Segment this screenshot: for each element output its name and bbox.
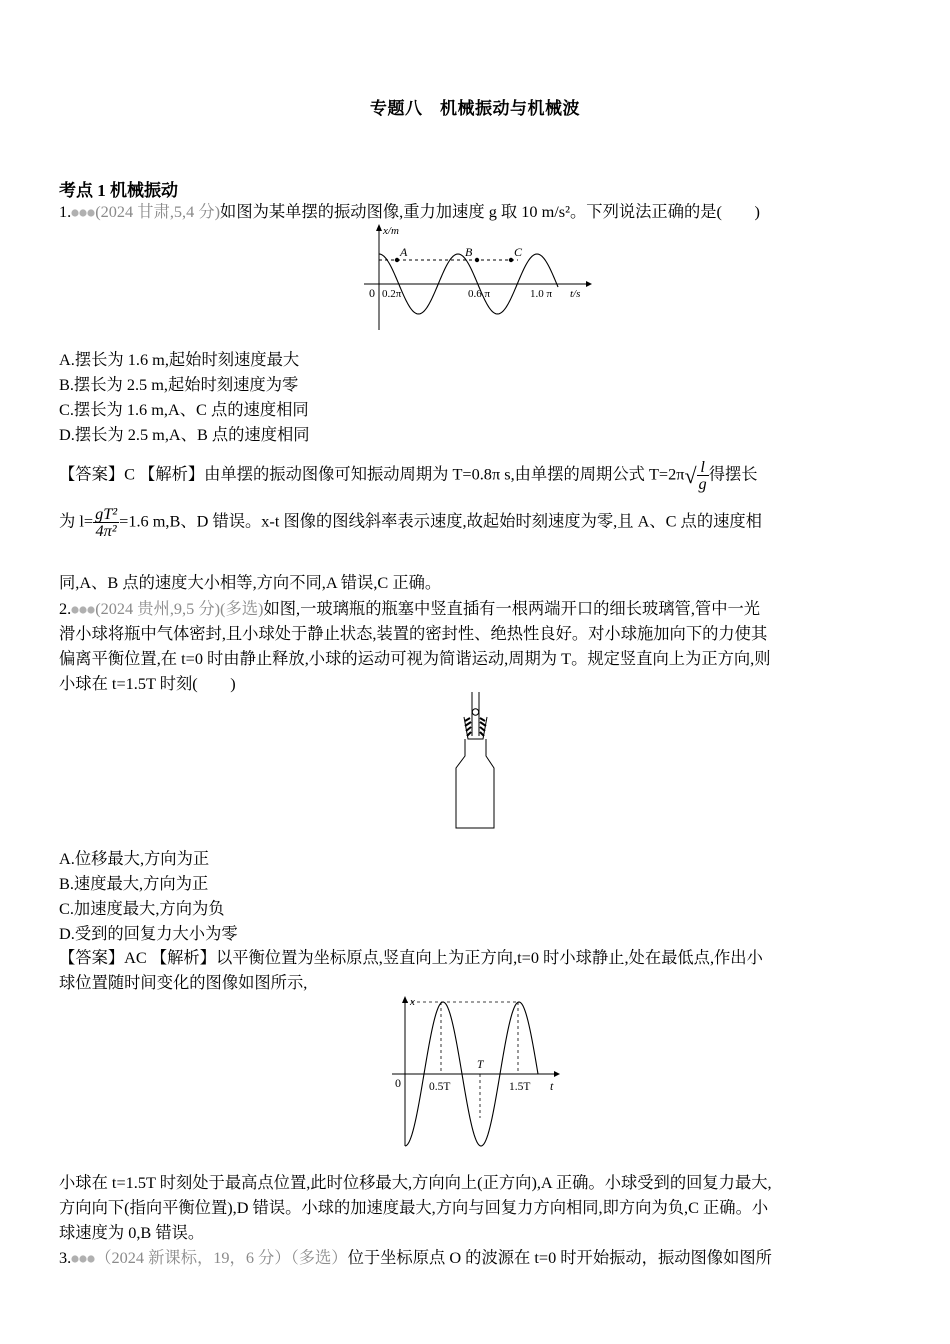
difficulty-stars-icon bbox=[71, 208, 95, 218]
q1-option-b: B.摆长为 2.5 m,起始时刻速度为零 bbox=[59, 375, 299, 394]
q1-x-label: t/s bbox=[570, 288, 581, 300]
q2-option-c: C.加速度最大,方向为负 bbox=[59, 899, 225, 918]
q2-bottle-diagram bbox=[448, 690, 504, 832]
page-title: 专题八 机械振动与机械波 bbox=[370, 99, 580, 118]
q1-stem: 如图为某单摆的振动图像,重力加速度 g 取 10 m/s²。下列说法正确的是( ) bbox=[220, 202, 760, 221]
q2-answer-line-3: 小球在 t=1.5T 时刻处于最高点位置,此时位移最大,方向向上(正方向),A 正确。小球受到的回复力最大, bbox=[59, 1173, 772, 1192]
q2-number: 2. bbox=[59, 599, 72, 618]
q1-label-B: B bbox=[465, 245, 473, 259]
q1-option-a: A.摆长为 1.6 m,起始时刻速度最大 bbox=[59, 350, 300, 369]
q2-answer-line-4: 方向向下(指向平衡位置),D 错误。小球的加速度最大,方向与回复力方向相同,即方向为负,C 正确。小 bbox=[59, 1198, 769, 1217]
q1-answer-line-2 bbox=[59, 506, 762, 552]
q2-tick-1: T bbox=[477, 1059, 484, 1071]
q1-answer-text-c: 为 l= bbox=[59, 511, 94, 531]
q2-option-a: A.位移最大,方向为正 bbox=[59, 849, 210, 868]
q3-number: 3. bbox=[59, 1248, 72, 1267]
q1-answer-text-b: 得摆长 bbox=[708, 464, 758, 484]
q1-tick-0: 0.2π bbox=[382, 288, 402, 300]
q1-source: (2024 甘肃,5,4 分) bbox=[95, 202, 221, 221]
difficulty-stars-icon bbox=[71, 605, 95, 615]
q2-answer-line-5: 球速度为 0,B 错误。 bbox=[59, 1223, 205, 1242]
q3-source: （2024 新课标，19，6 分）（多选） bbox=[95, 1248, 348, 1267]
q2-stem-line-1 bbox=[59, 597, 760, 621]
q2-option-d: D.受到的回复力大小为零 bbox=[59, 924, 238, 943]
q1-sqrt-fraction bbox=[697, 459, 709, 493]
section-heading: 考点 1 机械振动 bbox=[59, 181, 178, 200]
q3-stem: 位于坐标原点 O 的波源在 t=0 时开始振动，振动图像如图所 bbox=[347, 1248, 772, 1267]
q1-y-arrow-icon bbox=[376, 224, 382, 231]
q1-tick-2: 1.0 π bbox=[530, 288, 553, 300]
q2-option-b: B.速度最大,方向为正 bbox=[59, 874, 209, 893]
q1-point-B bbox=[475, 258, 479, 262]
q2-x-label: t bbox=[550, 1079, 554, 1093]
q1-stem-line bbox=[59, 200, 760, 224]
q1-frac-num: gT² bbox=[95, 504, 118, 523]
q3-stem-line-1 bbox=[59, 1246, 772, 1270]
q2-y-label: x bbox=[410, 996, 415, 1008]
q2-stem-line-3: 偏离平衡位置,在 t=0 时由静止释放,小球的运动可视为简谐运动,周期为 T。规定竖直向上为正方向,则 bbox=[59, 649, 771, 668]
q1-frac-den: 4π² bbox=[95, 521, 117, 541]
q1-option-c: C.摆长为 1.6 m,A、C 点的速度相同 bbox=[59, 400, 309, 419]
q1-point-C bbox=[509, 258, 513, 262]
q2-ball bbox=[472, 709, 478, 715]
q1-answer-line-1 bbox=[59, 459, 758, 499]
q2-displacement-graph bbox=[388, 992, 564, 1148]
q2-tick-0: 0.5T bbox=[429, 1081, 451, 1093]
q1-number: 1. bbox=[59, 202, 72, 221]
q1-origin-label: 0 bbox=[369, 286, 375, 300]
q2-stem-line-4: 小球在 t=1.5T 时刻( ) bbox=[59, 674, 236, 693]
difficulty-stars-icon bbox=[71, 1254, 95, 1264]
q2-tick-2: 1.5T bbox=[509, 1081, 531, 1093]
q2-stem-line-2: 滑小球将瓶中气体密封,且小球处于静止状态,装置的密封性、绝热性良好。对小球施加向下的力使其 bbox=[59, 624, 768, 643]
q1-y-label: x/m bbox=[383, 225, 399, 237]
q1-sqrt-den: g bbox=[698, 474, 707, 494]
q2-answer-line-2: 球位置随时间变化的图像如图所示, bbox=[59, 973, 308, 992]
q2-x-arrow-icon bbox=[554, 1071, 560, 1077]
q1-length-fraction bbox=[93, 506, 119, 540]
q1-pendulum-graph bbox=[358, 222, 594, 334]
q2-stopper-hatch bbox=[465, 718, 486, 736]
q1-x-arrow-icon bbox=[586, 281, 592, 287]
q1-option-d: D.摆长为 2.5 m,A、B 点的速度相同 bbox=[59, 425, 310, 444]
q2-answer-line-1: 【答案】AC 【解析】以平衡位置为坐标原点,竖直向上为正方向,t=0 时小球静止,处在最低点,作出小 bbox=[59, 948, 763, 967]
q2-source: (2024 贵州,9,5 分)(多选) bbox=[95, 599, 264, 618]
q1-point-A bbox=[395, 258, 399, 262]
q1-answer-line-3: 同,A、B 点的速度大小相等,方向不同,A 错误,C 正确。 bbox=[59, 573, 442, 592]
q2-stem-1: 如图,一玻璃瓶的瓶塞中竖直插有一根两端开口的细长玻璃管,管中一光 bbox=[263, 599, 761, 618]
q1-answer-text-d: =1.6 m,B、D 错误。x-t 图像的图线斜率表示速度,故起始时刻速度为零,且 A、C 点的速度相 bbox=[119, 511, 762, 531]
q1-label-C: C bbox=[514, 245, 523, 259]
q1-label-A: A bbox=[400, 245, 408, 259]
q1-sqrt-num: l bbox=[697, 459, 709, 476]
sqrt-symbol-icon: √ bbox=[684, 462, 697, 488]
q2-origin-label: 0 bbox=[395, 1076, 401, 1090]
q2-bottle-outline bbox=[456, 739, 494, 828]
q1-tick-1: 0.6 π bbox=[468, 288, 491, 300]
q1-answer-text-a: 【答案】C 【解析】由单摆的振动图像可知振动周期为 T=0.8π s,由单摆的周期公式 T=2π bbox=[59, 464, 685, 484]
